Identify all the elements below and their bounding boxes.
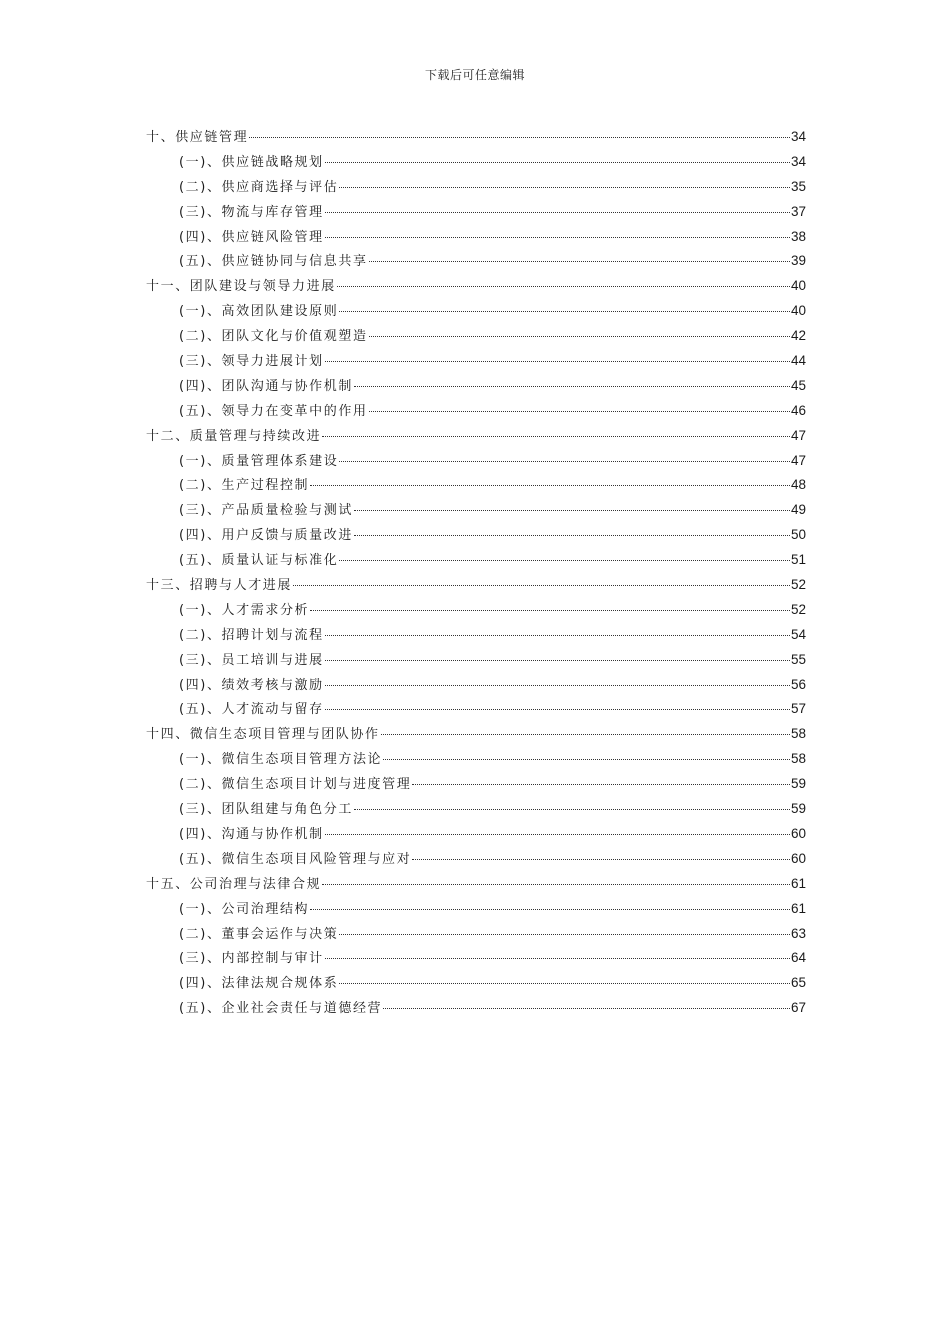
toc-page-number: 50 bbox=[790, 527, 806, 543]
toc-entry-title: 十二、质量管理与持续改进 bbox=[146, 428, 322, 444]
toc-section-entry[interactable] bbox=[146, 400, 806, 425]
toc-entry-title: (二)、供应商选择与评估 bbox=[179, 179, 339, 195]
toc-dot-leader bbox=[339, 461, 790, 462]
toc-entry-title: (四)、法律法规合规体系 bbox=[179, 976, 339, 992]
toc-page-number: 59 bbox=[790, 801, 806, 817]
toc-section-entry[interactable] bbox=[146, 549, 806, 574]
toc-page-number: 60 bbox=[790, 825, 806, 841]
toc-dot-leader bbox=[339, 311, 790, 312]
toc-page-number: 57 bbox=[790, 701, 806, 717]
toc-entry-title: (四)、用户反馈与质量改进 bbox=[179, 528, 353, 544]
toc-entry-title: (二)、董事会运作与决策 bbox=[179, 926, 339, 942]
toc-section-entry[interactable] bbox=[146, 350, 806, 375]
toc-page-number: 65 bbox=[790, 975, 806, 991]
toc-entry-title: (一)、高效团队建设原则 bbox=[179, 304, 339, 320]
toc-section-entry[interactable] bbox=[146, 848, 806, 873]
toc-page-number: 52 bbox=[790, 577, 806, 593]
toc-dot-leader bbox=[339, 187, 790, 188]
toc-section-entry[interactable] bbox=[146, 524, 806, 549]
toc-dot-leader bbox=[383, 759, 790, 760]
toc-dot-leader bbox=[325, 709, 790, 710]
toc-entry-title: (五)、领导力在变革中的作用 bbox=[179, 403, 368, 419]
toc-entry-title: (五)、供应链协同与信息共享 bbox=[179, 254, 368, 270]
toc-dot-leader bbox=[325, 162, 790, 163]
toc-dot-leader bbox=[337, 286, 790, 287]
toc-dot-leader bbox=[412, 784, 790, 785]
toc-page-number: 39 bbox=[790, 253, 806, 269]
toc-chapter-entry[interactable] bbox=[146, 574, 806, 599]
toc-section-entry[interactable] bbox=[146, 823, 806, 848]
toc-page-number: 42 bbox=[790, 328, 806, 344]
toc-dot-leader bbox=[325, 635, 790, 636]
toc-entry-title: (一)、人才需求分析 bbox=[179, 602, 310, 618]
toc-entry-title: (五)、微信生态项目风险管理与应对 bbox=[179, 851, 412, 867]
toc-dot-leader bbox=[322, 884, 790, 885]
toc-dot-leader bbox=[354, 510, 790, 511]
toc-page-number: 46 bbox=[790, 402, 806, 418]
toc-page-number: 60 bbox=[790, 850, 806, 866]
toc-page-number: 67 bbox=[790, 1000, 806, 1016]
toc-dot-leader bbox=[325, 660, 790, 661]
toc-entry-title: (四)、团队沟通与协作机制 bbox=[179, 378, 353, 394]
toc-entry-title: (一)、公司治理结构 bbox=[179, 901, 310, 917]
toc-section-entry[interactable] bbox=[146, 997, 806, 1022]
toc-page-number: 40 bbox=[790, 303, 806, 319]
toc-page-number: 51 bbox=[790, 552, 806, 568]
toc-dot-leader bbox=[369, 336, 790, 337]
toc-section-entry[interactable] bbox=[146, 226, 806, 251]
toc-page-number: 49 bbox=[790, 502, 806, 518]
toc-dot-leader bbox=[325, 958, 790, 959]
toc-page-number: 58 bbox=[790, 726, 806, 742]
toc-page-number: 45 bbox=[790, 377, 806, 393]
toc-page-number: 47 bbox=[790, 452, 806, 468]
toc-section-entry[interactable] bbox=[146, 898, 806, 923]
toc-page-number: 37 bbox=[790, 203, 806, 219]
toc-section-entry[interactable] bbox=[146, 201, 806, 226]
toc-dot-leader bbox=[354, 809, 790, 810]
toc-page-number: 54 bbox=[790, 626, 806, 642]
toc-section-entry[interactable] bbox=[146, 151, 806, 176]
toc-dot-leader bbox=[339, 934, 790, 935]
toc-page-number: 61 bbox=[790, 900, 806, 916]
toc-section-entry[interactable] bbox=[146, 748, 806, 773]
toc-entry-title: (三)、产品质量检验与测试 bbox=[179, 503, 353, 519]
toc-page-number: 61 bbox=[790, 875, 806, 891]
toc-entry-title: (一)、质量管理体系建设 bbox=[179, 453, 339, 469]
toc-entry-title: 十四、微信生态项目管理与团队协作 bbox=[146, 727, 380, 743]
toc-section-entry[interactable] bbox=[146, 674, 806, 699]
toc-dot-leader bbox=[412, 859, 790, 860]
toc-dot-leader bbox=[325, 237, 790, 238]
toc-dot-leader bbox=[310, 485, 790, 486]
toc-dot-leader bbox=[322, 436, 790, 437]
toc-page-number: 48 bbox=[790, 477, 806, 493]
toc-entry-title: (二)、团队文化与价值观塑造 bbox=[179, 329, 368, 345]
toc-page-number: 58 bbox=[790, 751, 806, 767]
toc-page-number: 64 bbox=[790, 950, 806, 966]
toc-entry-title: 十、供应链管理 bbox=[146, 130, 249, 145]
toc-entry-title: (二)、生产过程控制 bbox=[179, 478, 310, 494]
toc-entry-title: (三)、团队组建与角色分工 bbox=[179, 802, 353, 818]
toc-section-entry[interactable] bbox=[146, 773, 806, 798]
toc-page-number: 59 bbox=[790, 776, 806, 792]
toc-entry-title: 十五、公司治理与法律合规 bbox=[146, 876, 322, 892]
toc-entry-title: (四)、绩效考核与激励 bbox=[179, 677, 324, 693]
toc-dot-leader bbox=[339, 983, 790, 984]
toc-entry-title: (三)、物流与库存管理 bbox=[179, 204, 324, 220]
toc-dot-leader bbox=[293, 585, 790, 586]
toc-entry-title: (三)、内部控制与审计 bbox=[179, 951, 324, 967]
toc-page-number: 35 bbox=[790, 178, 806, 194]
toc-chapter-entry[interactable] bbox=[146, 723, 806, 748]
toc-chapter-entry[interactable] bbox=[146, 425, 806, 450]
toc-entry-title: (二)、微信生态项目计划与进度管理 bbox=[179, 777, 412, 793]
toc-dot-leader bbox=[310, 610, 790, 611]
toc-entry-title: (三)、员工培训与进展 bbox=[179, 652, 324, 668]
toc-section-entry[interactable] bbox=[146, 474, 806, 499]
toc-section-entry[interactable] bbox=[146, 798, 806, 823]
toc-chapter-entry[interactable] bbox=[146, 873, 806, 898]
toc-entry-title: (四)、沟通与协作机制 bbox=[179, 826, 324, 842]
toc-section-entry[interactable] bbox=[146, 250, 806, 275]
toc-page-number: 47 bbox=[790, 427, 806, 443]
toc-section-entry[interactable] bbox=[146, 499, 806, 524]
toc-entry-title: (四)、供应链风险管理 bbox=[179, 229, 324, 245]
toc-section-entry[interactable] bbox=[146, 176, 806, 201]
toc-section-entry[interactable] bbox=[146, 325, 806, 350]
toc-page-number: 34 bbox=[790, 153, 806, 169]
toc-dot-leader bbox=[325, 361, 790, 362]
toc-section-entry[interactable] bbox=[146, 599, 806, 624]
toc-section-entry[interactable] bbox=[146, 698, 806, 723]
toc-page-number: 44 bbox=[790, 353, 806, 369]
toc-section-entry[interactable] bbox=[146, 947, 806, 972]
toc-entry-title: (一)、供应链战略规划 bbox=[179, 154, 324, 170]
toc-section-entry[interactable] bbox=[146, 624, 806, 649]
toc-section-entry[interactable] bbox=[146, 649, 806, 674]
toc-section-entry[interactable] bbox=[146, 450, 806, 475]
toc-entry-title: (二)、招聘计划与流程 bbox=[179, 627, 324, 643]
toc-dot-leader bbox=[369, 411, 790, 412]
toc-dot-leader bbox=[354, 535, 790, 536]
toc-dot-leader bbox=[381, 734, 790, 735]
toc-page-number: 40 bbox=[790, 278, 806, 294]
toc-chapter-entry[interactable] bbox=[146, 275, 806, 300]
toc-section-entry[interactable] bbox=[146, 923, 806, 948]
toc-dot-leader bbox=[310, 909, 790, 910]
toc-dot-leader bbox=[249, 137, 790, 138]
toc-entry-title: (一)、微信生态项目管理方法论 bbox=[179, 752, 383, 768]
toc-entry-title: (五)、人才流动与留存 bbox=[179, 702, 324, 718]
toc-page-number: 34 bbox=[790, 129, 806, 144]
toc-page-number: 52 bbox=[790, 601, 806, 617]
toc-chapter-entry[interactable] bbox=[146, 126, 806, 151]
toc-section-entry[interactable] bbox=[146, 300, 806, 325]
page-header: 下载后可任意编辑 bbox=[424, 68, 525, 82]
toc-dot-leader bbox=[325, 685, 790, 686]
toc-dot-leader bbox=[354, 386, 790, 387]
toc-entry-title: (五)、企业社会责任与道德经营 bbox=[179, 1001, 383, 1017]
toc-page-number: 56 bbox=[790, 676, 806, 692]
toc-dot-leader bbox=[383, 1008, 790, 1009]
toc-page-number: 55 bbox=[790, 651, 806, 667]
toc-entry-title: (五)、质量认证与标准化 bbox=[179, 553, 339, 569]
toc-page-number: 38 bbox=[790, 228, 806, 244]
toc-section-entry[interactable] bbox=[146, 972, 806, 997]
table-of-contents bbox=[146, 126, 806, 1022]
toc-dot-leader bbox=[339, 560, 790, 561]
toc-dot-leader bbox=[325, 212, 790, 213]
toc-entry-title: 十一、团队建设与领导力进展 bbox=[146, 279, 336, 295]
toc-entry-title: 十三、招聘与人才进展 bbox=[146, 578, 293, 594]
toc-entry-title: (三)、领导力进展计划 bbox=[179, 354, 324, 370]
toc-page-number: 63 bbox=[790, 925, 806, 941]
toc-dot-leader bbox=[369, 261, 790, 262]
toc-dot-leader bbox=[325, 834, 790, 835]
toc-section-entry[interactable] bbox=[146, 375, 806, 400]
